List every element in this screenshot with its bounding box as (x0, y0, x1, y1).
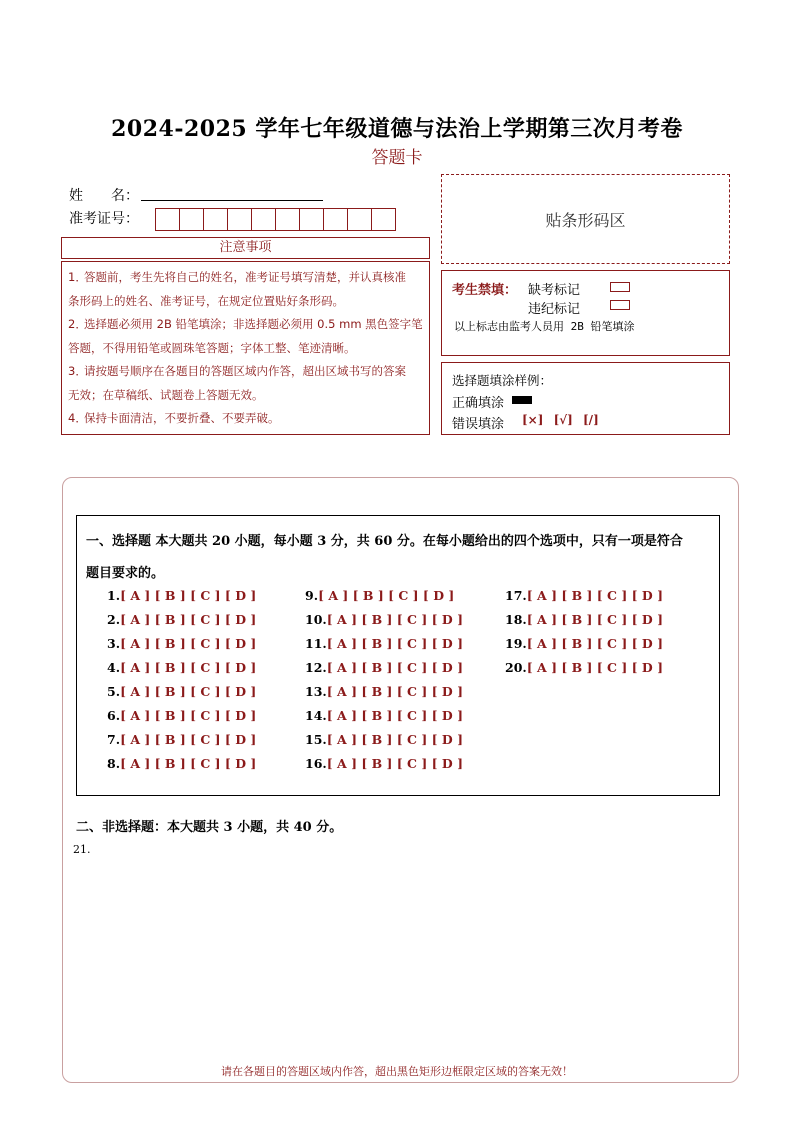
question-number: 7. (107, 732, 121, 747)
choice-question-3[interactable] (107, 636, 256, 651)
question-number: 12. (305, 660, 327, 675)
choice-question-16[interactable] (305, 756, 463, 771)
choice-options[interactable]: [ A ] [ B ] [ C ] [ D ] (120, 636, 257, 651)
wrong-fill-label: 错误填涂 (452, 417, 505, 432)
question-number: 9. (305, 588, 319, 603)
choice-options[interactable]: [ A ] [ B ] [ C ] [ D ] (326, 636, 463, 651)
violation-mark-label: 违纪标记 (528, 302, 581, 317)
question-number: 15. (305, 732, 327, 747)
choice-question-11[interactable] (305, 636, 463, 651)
choice-options[interactable]: [ A ] [ B ] [ C ] [ D ] (526, 612, 663, 627)
notice-item-cont: 无效；在草稿纸、试题卷上答题无效。 (68, 387, 264, 402)
notice-item: 3．请按题号顺序在各题目的答题区域内作答，超出区域书写的答案 (68, 364, 406, 378)
notice-heading: 注意事项 (61, 237, 430, 259)
question-number: 13. (305, 684, 327, 699)
choice-question-14[interactable] (305, 708, 463, 723)
choice-options[interactable]: [ A ] [ B ] [ C ] [ D ] (120, 588, 257, 603)
choice-question-19[interactable] (505, 636, 663, 651)
notice-item: 4．保持卡面清洁，不要折叠、不要弄破。 (68, 411, 280, 425)
choice-options[interactable]: [ A ] [ B ] [ C ] [ D ] (326, 660, 463, 675)
choice-question-10[interactable] (305, 612, 463, 627)
exam-id-digit-box[interactable] (179, 208, 204, 231)
violation-mark-box[interactable] (610, 300, 630, 310)
choice-question-18[interactable] (505, 612, 663, 627)
exam-marks-heading: 考生禁填： (452, 283, 518, 298)
exam-id-digit-box[interactable] (203, 208, 228, 231)
choice-options[interactable]: [ A ] [ B ] [ C ] [ D ] (120, 660, 257, 675)
notice-item-cont: 条形码上的姓名、准考证号，在规定位置贴好条形码。 (68, 293, 344, 308)
choice-section-heading: 一、选择题 本大题共 20 小题，每小题 3 分，共 60 分。在每小题给出的四个选项中，只有一项是符合 题目要求的。 (86, 534, 683, 581)
question-number: 11. (305, 636, 327, 651)
choice-question-8[interactable] (107, 756, 256, 771)
correct-fill-example (512, 396, 532, 404)
choice-options[interactable]: [ A ] [ B ] [ C ] [ D ] (120, 732, 257, 747)
choice-options[interactable]: [ A ] [ B ] [ C ] [ D ] (526, 660, 663, 675)
fill-sample-heading: 选择题填涂样例： (452, 373, 553, 388)
name-field[interactable] (141, 200, 323, 201)
exam-id-digit-box[interactable] (299, 208, 324, 231)
notice-item: 1．答题前，考生先将自己的姓名，准考证号填写清楚，并认真核准 (68, 270, 406, 284)
choice-options[interactable]: [ A ] [ B ] [ C ] [ D ] (526, 636, 663, 651)
choice-question-6[interactable] (107, 708, 256, 723)
choice-options[interactable]: [ A ] [ B ] [ C ] [ D ] (120, 684, 257, 699)
exam-id-digit-box[interactable] (323, 208, 348, 231)
question-number: 18. (505, 612, 527, 627)
choice-options[interactable]: [ A ] [ B ] [ C ] [ D ] (120, 756, 257, 771)
choice-question-9[interactable] (305, 588, 454, 603)
choice-question-4[interactable] (107, 660, 256, 675)
non-choice-heading: 二、非选择题：本大题共 3 小题，共 40 分。 (76, 820, 343, 835)
choice-options[interactable]: [ A ] [ B ] [ C ] [ D ] (318, 588, 455, 603)
question-number: 4. (107, 660, 121, 675)
footer-warning: 请在各题目的答题区域内作答，超出黑色矩形边框限定区域的答案无效！ (221, 1065, 573, 1078)
choice-options[interactable]: [ A ] [ B ] [ C ] [ D ] (326, 612, 463, 627)
exam-marks-note: 以上标志由监考人员用 2B 铅笔填涂 (454, 320, 635, 333)
exam-title: 2024-2025 学年七年级道德与法治上学期第三次月考卷 (111, 116, 683, 142)
choice-question-15[interactable] (305, 732, 463, 747)
question-number: 14. (305, 708, 327, 723)
correct-fill-label: 正确填涂 (452, 396, 505, 411)
choice-question-2[interactable] (107, 612, 256, 627)
notice-item: 2．选择题必须用 2B 铅笔填涂；非选择题必须用 0.5 mm 黑色签字笔 (68, 317, 423, 331)
exam-id-digit-box[interactable] (371, 208, 396, 231)
question-number: 19. (505, 636, 527, 651)
name-label: 姓 名： (69, 188, 139, 204)
question-number: 16. (305, 756, 327, 771)
choice-question-17[interactable] (505, 588, 663, 603)
question-number: 8. (107, 756, 121, 771)
choice-question-5[interactable] (107, 684, 256, 699)
choice-question-20[interactable] (505, 660, 663, 675)
notice-list (61, 261, 430, 435)
exam-id-boxes[interactable] (155, 208, 395, 231)
barcode-label: 贴条形码区 (545, 210, 626, 230)
exam-id-digit-box[interactable] (155, 208, 180, 231)
wrong-fill-examples: [×] [√] [/] (522, 413, 599, 427)
question-number: 5. (107, 684, 121, 699)
choice-question-1[interactable] (107, 588, 256, 603)
choice-section (76, 515, 720, 796)
barcode-area (441, 174, 730, 264)
exam-id-label: 准考证号： (69, 211, 139, 227)
question-number: 1. (107, 588, 121, 603)
exam-id-digit-box[interactable] (251, 208, 276, 231)
question-number: 17. (505, 588, 527, 603)
notice-item-cont: 答题，不得用铅笔或圆珠笔答题；字体工整、笔迹清晰。 (68, 340, 356, 355)
choice-question-12[interactable] (305, 660, 463, 675)
exam-id-digit-box[interactable] (347, 208, 372, 231)
question-number: 6. (107, 708, 121, 723)
choice-options[interactable]: [ A ] [ B ] [ C ] [ D ] (326, 684, 463, 699)
answer-sheet-subtitle: 答题卡 (371, 148, 423, 168)
exam-id-digit-box[interactable] (275, 208, 300, 231)
question-number: 2. (107, 612, 121, 627)
choice-options[interactable]: [ A ] [ B ] [ C ] [ D ] (326, 732, 463, 747)
absent-mark-box[interactable] (610, 282, 630, 292)
choice-question-7[interactable] (107, 732, 256, 747)
choice-options[interactable]: [ A ] [ B ] [ C ] [ D ] (326, 756, 463, 771)
question-number: 20. (505, 660, 527, 675)
exam-id-digit-box[interactable] (227, 208, 252, 231)
exam-marks-box (441, 270, 730, 356)
choice-options[interactable]: [ A ] [ B ] [ C ] [ D ] (526, 588, 663, 603)
choice-options[interactable]: [ A ] [ B ] [ C ] [ D ] (120, 612, 257, 627)
choice-options[interactable]: [ A ] [ B ] [ C ] [ D ] (120, 708, 257, 723)
question-21-number: 21. (73, 843, 91, 856)
fill-sample-box (441, 362, 730, 435)
question-number: 3. (107, 636, 121, 651)
absent-mark-label: 缺考标记 (528, 283, 581, 298)
question-number: 10. (305, 612, 327, 627)
choice-options[interactable]: [ A ] [ B ] [ C ] [ D ] (326, 708, 463, 723)
choice-question-13[interactable] (305, 684, 463, 699)
